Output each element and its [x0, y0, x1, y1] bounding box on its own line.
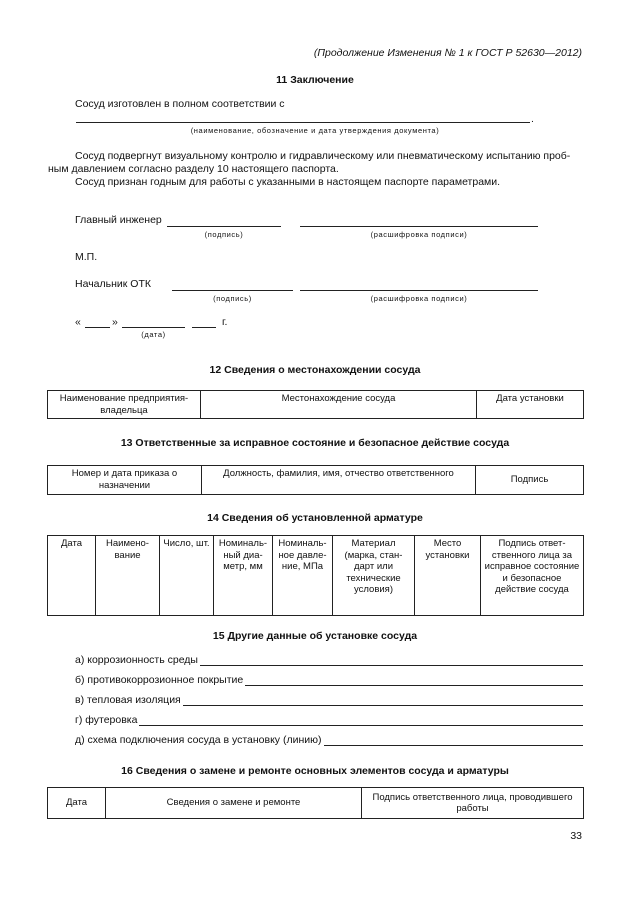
otk-signature-line: [172, 290, 293, 291]
date-close-quote: »: [112, 316, 118, 328]
fill-line: [183, 696, 583, 706]
stamp-place-label: М.П.: [75, 251, 98, 263]
section-16-title: 16 Сведения о замене и ремонте основных элементов сосуда и арматуры: [121, 765, 509, 777]
date-year-suffix: г.: [222, 316, 228, 328]
lining-label: г) футеровка: [75, 714, 138, 726]
chief-decode-caption: (расшифровка подписи): [370, 230, 468, 239]
nominal-diameter-header: Номиналь-ный диа-метр, мм: [214, 536, 273, 616]
date-caption: (дата): [141, 330, 166, 339]
document-name-line: [76, 122, 530, 123]
running-header: (Продолжение Изменения № 1 к ГОСТ Р 52630—2012): [313, 47, 582, 59]
date-year-line: [192, 327, 216, 328]
signature-header: Подпись: [476, 466, 584, 495]
fitting-date-header: Дата: [48, 536, 96, 616]
works-signature-header: Подпись ответственного лица, проводившего работы: [362, 788, 584, 819]
otk-decode-line: [300, 290, 538, 291]
fill-line: [200, 656, 583, 666]
section-15-title: 15 Другие данные об установке сосуда: [212, 630, 418, 642]
table-header-row: [48, 788, 584, 819]
table-header-row: [48, 536, 584, 616]
list-item: [75, 674, 583, 686]
anticorrosion-label: б) противокоррозионное покрытие: [75, 674, 244, 686]
section-14-title: 14 Сведения об установленной арматуре: [207, 512, 423, 524]
fitting-name-header: Наимено-вание: [96, 536, 160, 616]
fill-line: [139, 716, 583, 726]
owner-header: Наименование предприятия-владельца: [48, 391, 201, 419]
install-date-header: Дата установки: [477, 391, 584, 419]
document-line-end: .: [531, 113, 534, 125]
order-header: Номер и дата приказа о назначении: [48, 466, 202, 495]
fittings-table: [47, 535, 584, 616]
fill-line: [245, 676, 583, 686]
otk-decode-caption: (расшифровка подписи): [370, 294, 468, 303]
responsible-person-header: Должность, фамилия, имя, отчество ответственного: [202, 466, 476, 495]
install-place-header: Место установки: [415, 536, 481, 616]
otk-head-label: Начальник ОТК: [75, 278, 151, 290]
list-item: [75, 714, 583, 726]
chief-signature-line: [167, 226, 281, 227]
material-header: Материал (марка, стан-дарт или технические условия): [333, 536, 415, 616]
section-12-title: 12 Сведения о местонахождении сосуда: [209, 364, 421, 376]
date-month-line: [122, 327, 185, 328]
list-item: [75, 694, 583, 706]
table-header-row: [48, 391, 584, 419]
document-caption: (наименование, обозначение и дата утверждения документа): [190, 126, 440, 135]
section-11-title: 11 Заключение: [276, 74, 354, 86]
insulation-label: в) тепловая изоляция: [75, 694, 181, 706]
fill-line: [324, 736, 584, 746]
list-item: [75, 734, 583, 746]
responsible-table: [47, 465, 584, 495]
section-13-title: 13 Ответственные за исправное состояние и безопасное действие сосуда: [120, 437, 510, 449]
approval-paragraph: Сосуд признан годным для работы с указанными в настоящем паспорте параметрами.: [75, 176, 501, 188]
location-table: [47, 390, 584, 419]
nominal-pressure-header: Номиналь-ное давле-ние, МПа: [273, 536, 333, 616]
responsible-signature-header: Подпись ответ-ственного лица за исправное состояние и безопасное действие сосуда: [481, 536, 584, 616]
made-in-accordance-text: Сосуд изготовлен в полном соответствии с: [75, 98, 285, 110]
test-paragraph: Сосуд подвергнут визуальному контролю и гидравлическому или пневматическому испытанию проб-ным давлением согласно разделу 10 настоящего паспорта.: [48, 150, 571, 175]
corrosivity-label: а) коррозионность среды: [75, 654, 198, 666]
chief-signature-caption: (подпись): [204, 230, 244, 239]
replacement-table: [47, 787, 584, 819]
repair-info-header: Сведения о замене и ремонте: [106, 788, 362, 819]
date-open-quote: «: [75, 316, 81, 328]
connection-scheme-label: д) схема подключения сосуда в установку (линию): [75, 734, 322, 746]
location-header: Местонахождение сосуда: [201, 391, 477, 419]
table-header-row: [48, 466, 584, 495]
repair-date-header: Дата: [48, 788, 106, 819]
list-item: [75, 654, 583, 666]
chief-engineer-label: Главный инженер: [75, 214, 162, 226]
chief-decode-line: [300, 226, 538, 227]
date-day-line: [85, 327, 110, 328]
fitting-count-header: Число, шт.: [160, 536, 214, 616]
page-number: 33: [570, 830, 582, 842]
otk-signature-caption: (подпись): [213, 294, 252, 303]
